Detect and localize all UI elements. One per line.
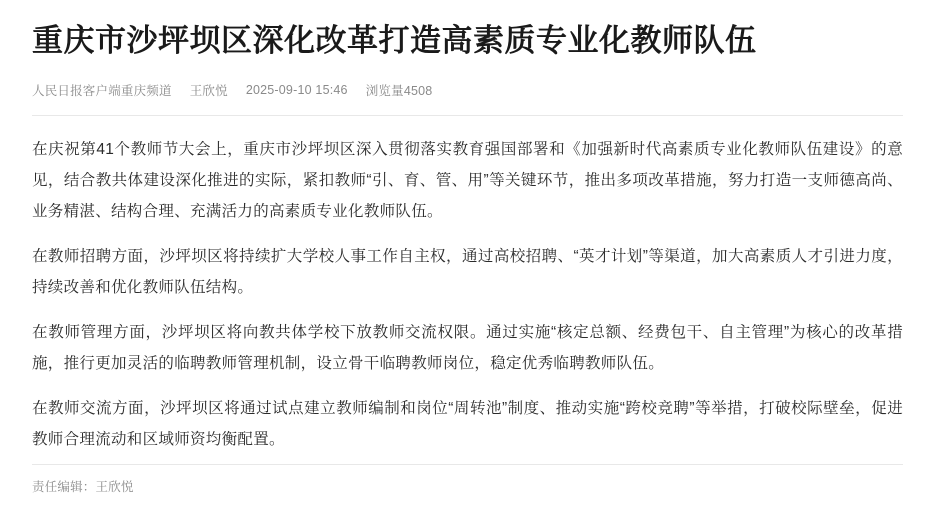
article-paragraph: 在教师交流方面，沙坪坝区将通过试点建立教师编制和岗位“周转池”制度、推动实施“跨校竞聘”等举措，打破校际壁垒，促进教师合理流动和区域师资均衡配置。	[32, 399, 903, 448]
header-divider	[32, 115, 903, 116]
article-footer-editor: 责任编辑：王欣悦	[32, 480, 134, 494]
page-title: 重庆市沙坪坝区深化改革打造高素质专业化教师队伍	[32, 23, 757, 58]
article-paragraph: 在教师招聘方面，沙坪坝区将持续扩大学校人事工作自主权，通过高校招聘、“英才计划”等渠道，加大高素质人才引进力度，持续改善和优化教师队伍结构。	[32, 247, 903, 296]
meta-source: 人民日报客户端重庆频道	[32, 83, 172, 98]
meta-datetime: 2025-09-10 15:46	[245, 82, 348, 97]
article-meta	[32, 81, 903, 99]
article-body	[32, 134, 903, 455]
article-paragraph: 在庆祝第41个教师节大会上，重庆市沙坪坝区深入贯彻落实教育强国部署和《加强新时代高素质专业化教师队伍建设》的意见，结合教共体建设深化推进的实际，紧扣教师“引、育、管、用”等关键环节，推出多项改革措施，努力打造一支师德高尚、业务精湛、结构合理、充满活力的高素质专业化教师队伍。	[32, 140, 903, 220]
footer-divider	[32, 464, 903, 465]
meta-author: 王欣悦	[189, 83, 228, 98]
meta-views: 浏览量4508	[365, 83, 433, 98]
article-paragraph: 在教师管理方面，沙坪坝区将向教共体学校下放教师交流权限。通过实施“核定总额、经费包干、自主管理”为核心的改革措施，推行更加灵活的临聘教师管理机制，设立骨干临聘教师岗位，稳定优秀临聘教师队伍。	[32, 323, 903, 372]
